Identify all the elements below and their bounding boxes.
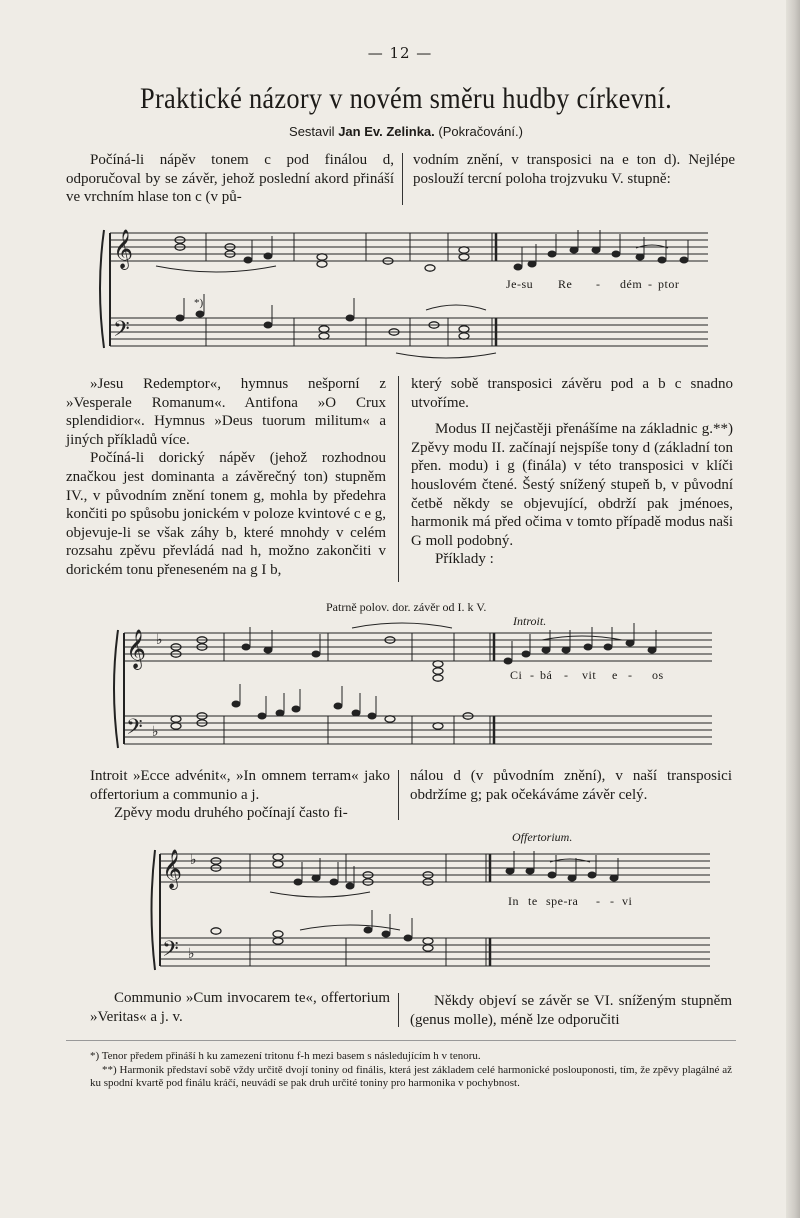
- lyric-syllable: vit: [582, 668, 597, 682]
- footnotes: [90, 1050, 732, 1091]
- flat-icon: ♭: [188, 946, 195, 962]
- paragraph: nálou d (v původním znění), v naší transposici obdržíme g; pak očekáváme závěr celý.: [410, 768, 732, 803]
- paragraph: Počíná-li nápěv tonem c pod finálou d, odporučoval by se závěr, jehož poslední akord přináší ve vrchním hlase ton c (v pů-: [66, 152, 394, 206]
- byline: [0, 124, 800, 139]
- music-example-3: [150, 840, 720, 980]
- lyric-syllable: e: [612, 668, 618, 682]
- paragraph: »Jesu Redemptor«, hymnus nešporní z »Vesperale Romanum«. Antifona »O Crux splendidior«. Hymnus »Deus tuorum militum« a jiných příkladů více.: [66, 376, 386, 448]
- column-divider: [402, 153, 403, 205]
- system-brace: [152, 850, 156, 970]
- filled-notes-ex1: [176, 230, 688, 328]
- flat-icon: ♭: [156, 632, 163, 648]
- byline-suffix: (Pokračování.): [438, 124, 523, 139]
- example-caption: Patrně polov. dor. závěr od I. k V.: [326, 600, 487, 614]
- flat-icon: ♭: [152, 724, 159, 740]
- byline-prefix: Sestavil: [289, 124, 335, 139]
- music-example-1: [96, 218, 716, 368]
- footnote-divider: [66, 1040, 736, 1041]
- treble-staff: [160, 854, 710, 882]
- bass-staff: [160, 938, 710, 966]
- section2-right-column: [411, 375, 733, 569]
- byline-author: Jan Ev. Zelinka.: [338, 124, 435, 139]
- barlines-ex1: [206, 233, 496, 346]
- section1-right-column: [413, 151, 735, 188]
- notes-ex2: [171, 637, 473, 729]
- section4-left-column: [90, 989, 390, 1026]
- bass-staff: [124, 716, 712, 744]
- section3-left-column: [90, 767, 390, 823]
- lyric-syllable: ptor: [658, 277, 680, 291]
- system-brace: [114, 630, 118, 748]
- page-edge-shadow: [786, 0, 800, 1218]
- lyric-syllable: In: [508, 894, 519, 908]
- treble-staff: [124, 633, 712, 661]
- lyric-syllable: -: [530, 668, 535, 682]
- section2-left-column: [66, 375, 386, 580]
- paragraph: Introit »Ecce advénit«, »In omnem terram« jako offertorium a communio a j.: [90, 768, 390, 803]
- lyric-syllable: -: [564, 668, 569, 682]
- bass-clef-icon: 𝄢: [113, 317, 130, 347]
- lyric-syllable: spe-ra: [546, 894, 579, 908]
- section1-left-column: [66, 151, 394, 207]
- treble-clef-icon: 𝄞: [113, 229, 134, 269]
- lyric-syllable: -: [596, 277, 601, 291]
- ties-ex3: [270, 859, 590, 930]
- bass-staff: [110, 318, 708, 346]
- example-label: Offertorium.: [512, 830, 573, 844]
- music-example-2: [112, 618, 722, 758]
- paragraph: Modus II nejčastěji přenášíme na základnic g.**) Zpěvy modu II. začínají nejspíše tony d (základní ton přen. modu) i g (finála) v této transposici v klíči houslovém čtené. Šestý snížený stupeň b, v původní četbě někdy se objevující, obdrží pak jménoes, harmonik má před očima v tomto případě modus naši G moll podobný.: [411, 421, 733, 549]
- lyric-syllable: vi: [622, 894, 633, 908]
- barlines-ex3: [250, 854, 490, 966]
- ties-ex1: [156, 245, 668, 358]
- bass-clef-icon: 𝄢: [126, 715, 143, 745]
- system-brace: [100, 230, 104, 348]
- paragraph: vodním znění, v transposici na e ton d). Nejlépe poslouží tercní poloha trojzvuku V. stupně:: [413, 152, 735, 187]
- column-divider: [398, 376, 399, 582]
- paragraph: Příklady :: [435, 551, 494, 568]
- paragraph: Communio »Cum invocarem te«, offertorium »Veritas« a j. v.: [90, 990, 390, 1025]
- example-label: Introit.: [513, 614, 547, 628]
- lyric-syllable: os: [652, 668, 664, 682]
- paragraph: Někdy objeví se závěr se VI. sníženým stupněm (genus molle), méně lze odporučiti: [410, 993, 732, 1028]
- footnote-marker: *): [194, 297, 204, 309]
- bass-clef-icon: 𝄢: [162, 937, 179, 967]
- footnote-2: **) Harmonik představí sobě vždy určitě dvojí toniny od finális, která jest základem celé harmonické poslouponosti, tím, že zpěvy plagálné až ku spodní kvartě pod finálu kráčí, neuvádí se pak druh určité toniny pro harmonika v pochybnost.: [90, 1063, 732, 1089]
- lyric-syllable: bá: [540, 668, 553, 682]
- section4-right-column: [410, 992, 732, 1029]
- lyric-syllable: Re: [558, 277, 573, 291]
- section3-right-column: [410, 767, 732, 804]
- paragraph: Počíná-li dorický nápěv (jehož rozhodnou značkou jest dominanta a závěrečný ton) stupněm IV., v původním znění tonem g, mohla by předehra končiti po spůsobu jonickém v poloze kvintové c e g, objevuje-li se však záhy b, které mnohdy v celém rozsahu zpěvu převládá nad h, možno zakončiti v dorickém tonu přeneseném na g I b,: [66, 450, 386, 578]
- footnote-1: *) Tenor předem přináší h ku zamezení tritonu f-h mezi basem s následujícím h v tenoru.: [90, 1050, 481, 1062]
- lyric-syllable: Ci: [510, 668, 523, 682]
- lyric-syllable: -: [628, 668, 633, 682]
- column-divider: [398, 993, 399, 1027]
- page-number: — 12 —: [367, 44, 433, 62]
- flat-icon: ♭: [190, 852, 197, 868]
- lyric-syllable: -: [596, 894, 601, 908]
- lyric-syllable: -: [610, 894, 615, 908]
- paragraph: který sobě transposici závěru pod a b c snadno utvoříme.: [411, 376, 733, 411]
- column-divider: [398, 770, 399, 820]
- treble-clef-icon: 𝄞: [162, 849, 183, 889]
- lyric-syllable: -: [648, 277, 653, 291]
- paragraph: Zpěvy modu druhého počínají často fi-: [114, 805, 348, 822]
- page-title: Praktické názory v novém směru hudby církevní.: [140, 82, 672, 115]
- lyric-syllable: Je-su: [506, 277, 534, 291]
- notes-ex1: [175, 237, 469, 339]
- treble-clef-icon: 𝄞: [126, 629, 147, 669]
- lyric-syllable: dém: [620, 277, 643, 291]
- lyric-syllable: te: [528, 894, 538, 908]
